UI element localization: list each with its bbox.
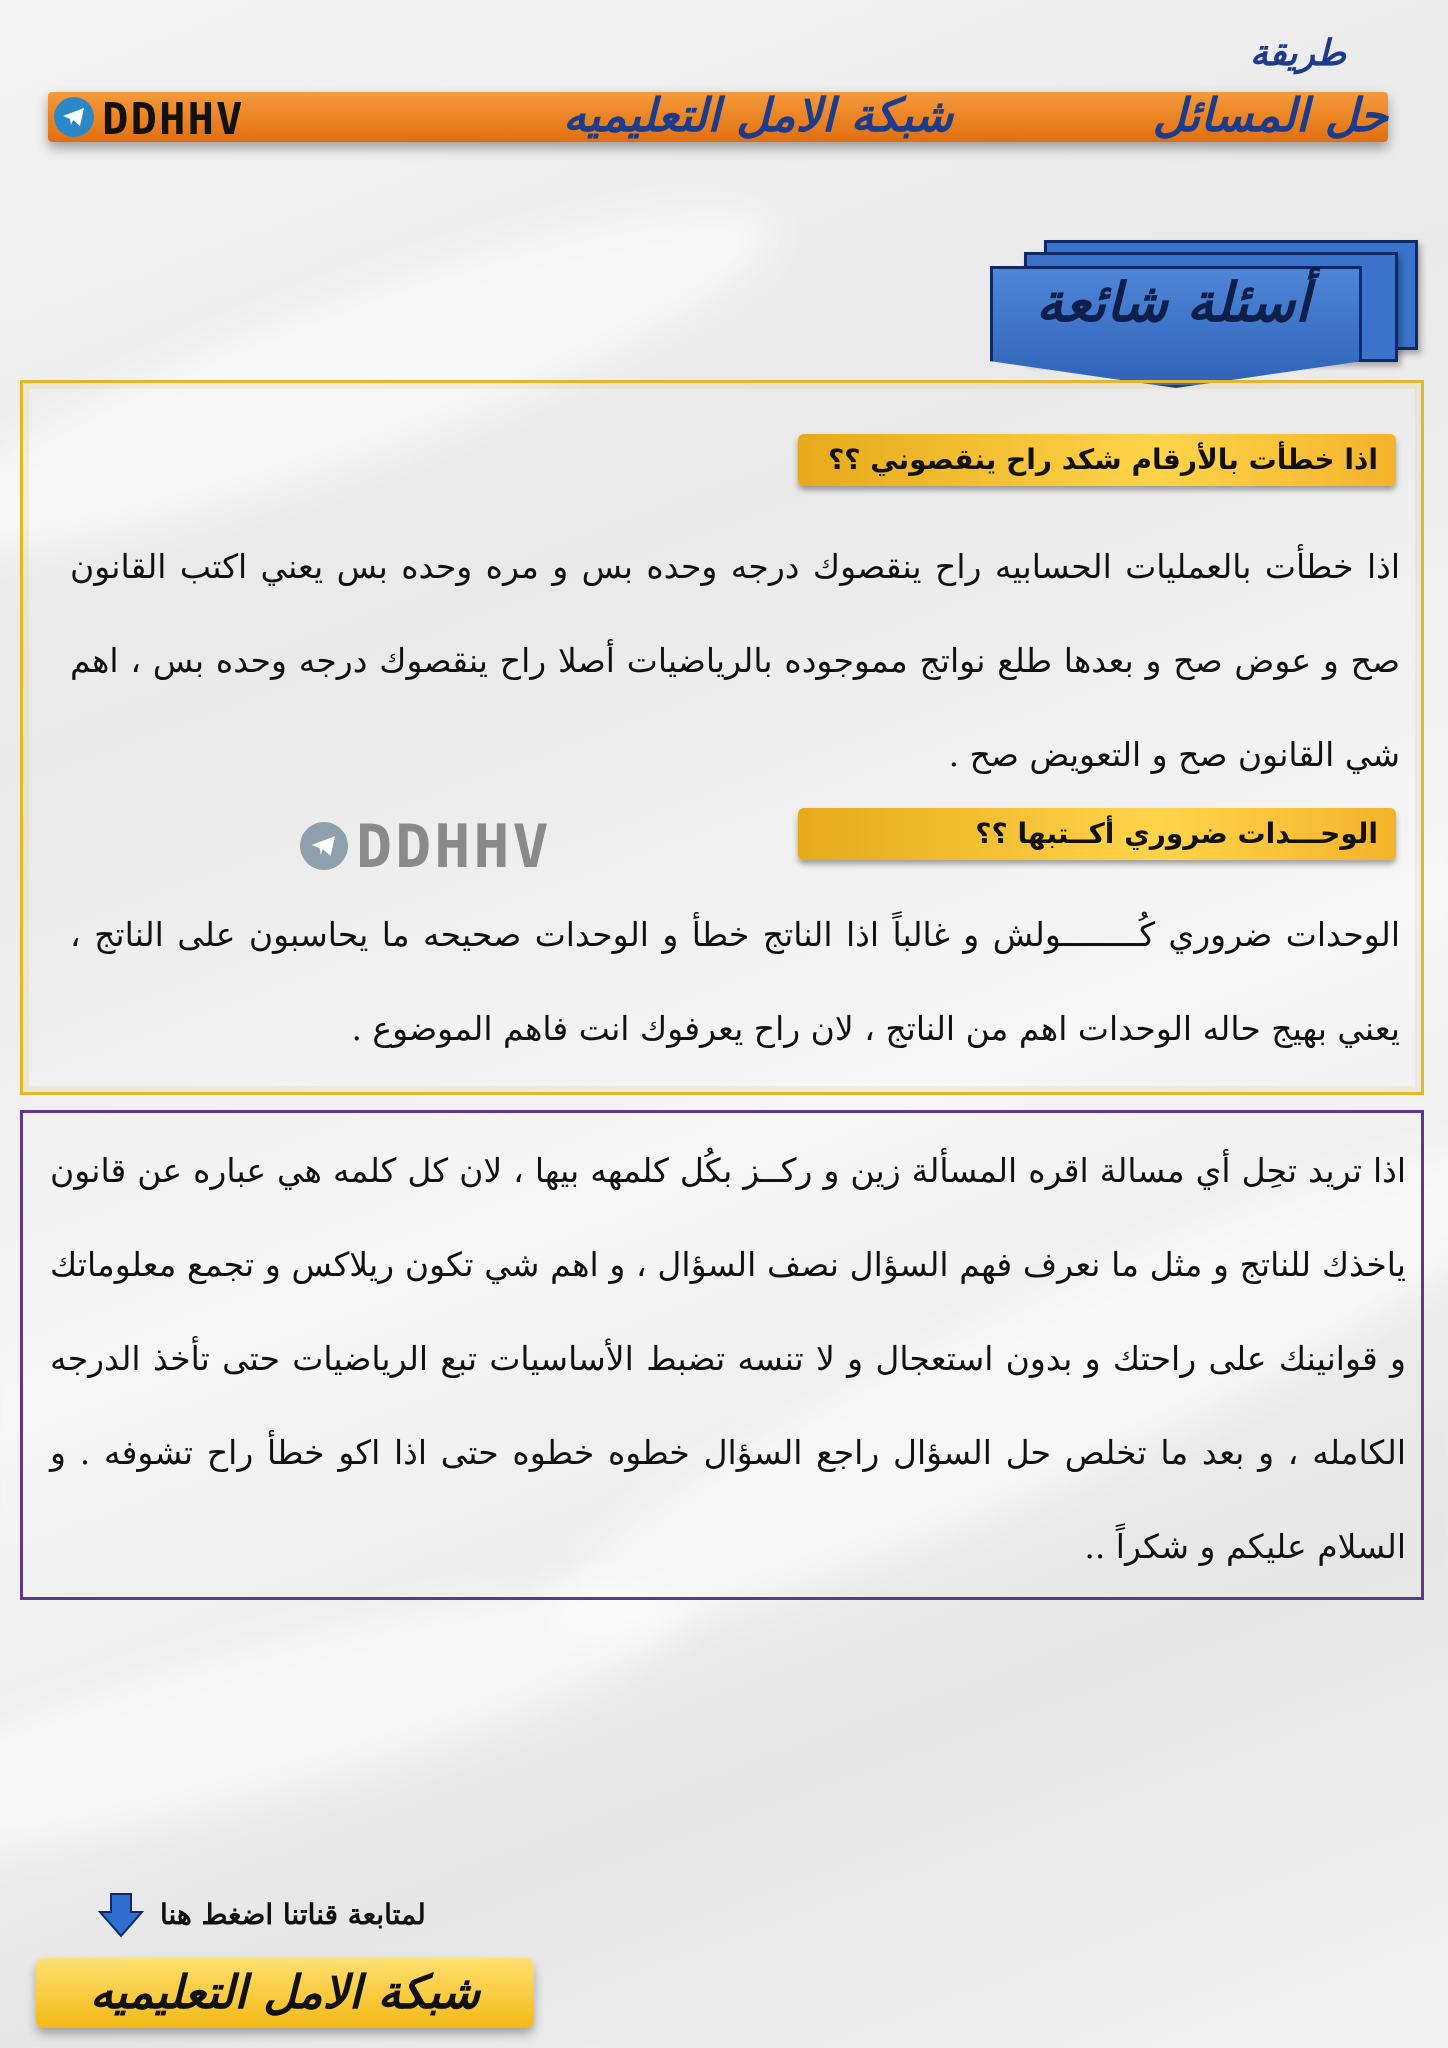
telegram-icon[interactable] [54,97,94,137]
header-method-title: حل المسائل [1152,88,1388,142]
header-bar [48,88,1388,145]
answer-text-1: اذا خطأت بالعمليات الحسابيه راح ينقصوك درجه وحده بس و مره وحده بس يعني اكتب القانون صح و عوض صح و بعدها طلع نواتج مموجوده بالرياضيات أصلا راح ينقصوك درجه وحده بس ، اهم شي القانون صح و التعويض صح . [70,547,1400,774]
question-label-2: الوحـــدات ضروري أكــتبها ؟؟ [798,808,1396,860]
header-network-name: شبكة الامل التعليميه [562,88,954,142]
footer-network-name[interactable]: شبكة الامل التعليميه [89,1965,481,2019]
header-brand: DDHHV [102,94,245,145]
down-arrow-icon[interactable] [96,1890,146,1940]
answer-text-2: الوحدات ضروري كُــــــــولش و غالباً اذا الناتج خطأ و الوحدات صحيحه ما يحاسبون على الناتج ، يعني بهيج حاله الوحدات اهم من الناتج ، لان راح يعرفوك انت فاهم الموضوع . [70,915,1400,1048]
header-method-title-small: طريقة [1249,32,1346,74]
telegram-icon [300,822,348,870]
watermark-text: DDHHV [356,812,552,882]
advice-text: اذا تريد تحِل أي مسالة اقره المسألة زين و ركــز بكُل كلمهه بيها ، لان كل كلمه هي عباره عن قانون ياخذك للناتج و مثل ما نعرف فهم السؤال نصف السؤال ، و اهم شي تكون ريلاكس و تجمع معلوماتك و قوانينك على راحتك و بدون استعجال و لا تنسه تضبط الأساسيات تبع الرياضيات حتى تأخذ الدرجه الكامله ، و بعد ما تخلص حل السؤال راجع السؤال خطوه خطوه حتى اذا اكو خطأ راح تشوفه . و السلام عليكم و شكراً .. [50,1151,1406,1566]
question-label-1: اذا خطأت بالأرقام شكد راح ينقصوني ؟؟ [798,434,1396,486]
follow-channel-link[interactable]: لمتابعة قناتنا اضغط هنا [160,1898,426,1931]
faq-badge-title: أسئلة شائعة [1036,270,1310,334]
